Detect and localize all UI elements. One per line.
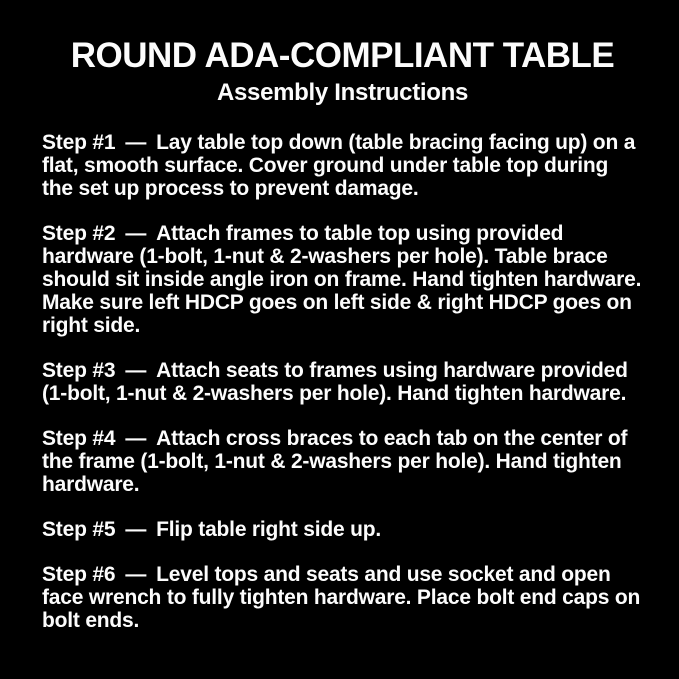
page-title: ROUND ADA-COMPLIANT TABLE xyxy=(70,36,615,75)
step-5-text: Flip table right side up. xyxy=(156,518,381,541)
step-1 xyxy=(42,131,642,200)
step-5 xyxy=(42,518,642,541)
step-3 xyxy=(42,359,642,405)
step-4-dash: — xyxy=(125,427,147,450)
step-3-text: Attach seats to frames using hardware provided (1-bolt, 1-nut & 2-washers per hole). Hand tighten hardware. xyxy=(42,359,628,405)
step-3-label: Step #3 xyxy=(42,359,116,382)
step-1-dash: — xyxy=(125,131,147,154)
step-3-dash: — xyxy=(125,359,147,382)
step-1-label: Step #1 xyxy=(42,131,116,154)
page-subtitle: Assembly Instructions xyxy=(216,79,469,106)
step-6-text: Level tops and seats and use socket and open face wrench to fully tighten hardware. Place bolt end caps on bolt ends. xyxy=(42,563,641,632)
step-6-label: Step #6 xyxy=(42,563,116,586)
step-2-text: Attach frames to table top using provided hardware (1-bolt, 1-nut & 2-washers per hole). Table brace should sit inside angle iron on frame. Hand tighten hardware. Make sure left HDCP goes on left side & right HDCP goes on right side. xyxy=(42,222,642,337)
step-5-label: Step #5 xyxy=(42,518,116,541)
step-6 xyxy=(42,563,642,632)
step-4-label: Step #4 xyxy=(42,427,116,450)
step-2 xyxy=(42,222,642,337)
step-4 xyxy=(42,427,642,496)
step-1-text: Lay table top down (table bracing facing up) on a flat, smooth surface. Cover ground under table top during the set up process to prevent damage. xyxy=(42,131,636,200)
steps-list xyxy=(42,131,642,632)
step-2-dash: — xyxy=(125,222,147,245)
step-4-text: Attach cross braces to each tab on the center of the frame (1-bolt, 1-nut & 2-washers per hole). Hand tighten hardware. xyxy=(42,427,628,496)
step-6-dash: — xyxy=(125,563,147,586)
step-5-dash: — xyxy=(125,518,147,541)
step-2-label: Step #2 xyxy=(42,222,116,245)
